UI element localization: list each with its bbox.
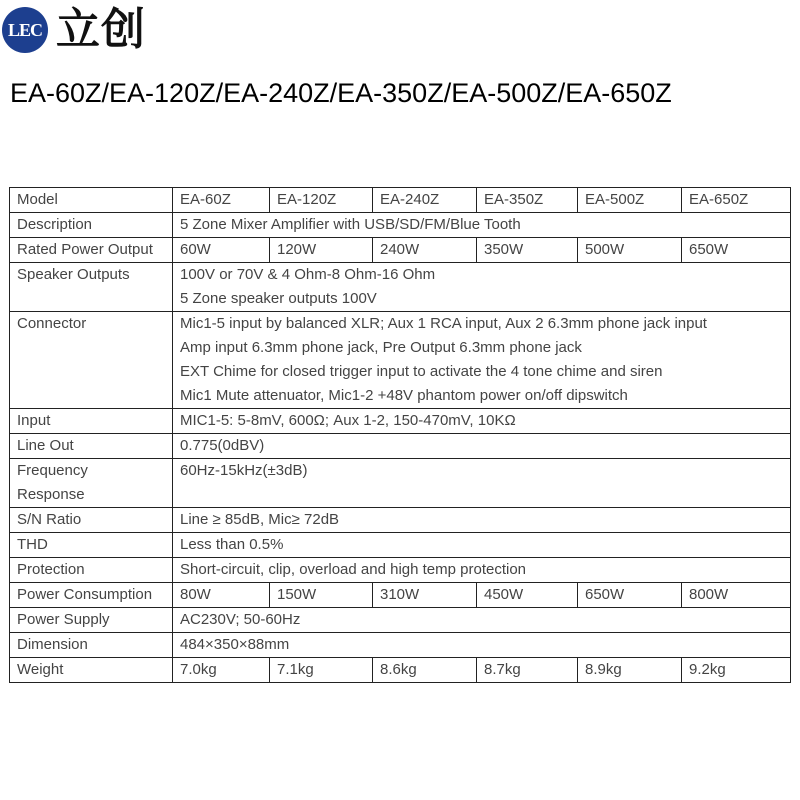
input-cell: MIC1-5: 5-8mV, 600Ω; Aux 1-2, 150-470mV, 10KΩ [173, 409, 791, 434]
value-cell: 9.2kg [682, 658, 791, 683]
value-cell: 8.7kg [477, 658, 578, 683]
text-line: Amp input 6.3mm phone jack, Pre Output 6.3mm phone jack [180, 339, 582, 356]
row-label: S/N Ratio [10, 508, 173, 533]
table-row-line-out [10, 434, 791, 459]
protection-cell: Short-circuit, clip, overload and high temp protection [173, 558, 791, 583]
value-cell: 650W [682, 238, 791, 263]
row-label: Protection [10, 558, 173, 583]
row-label: Line Out [10, 434, 173, 459]
model-cell: EA-60Z [173, 188, 270, 213]
row-label: Description [10, 213, 173, 238]
page-title: EA-60Z/EA-120Z/EA-240Z/EA-350Z/EA-500Z/EA-650Z [10, 78, 672, 108]
line-out-cell: 0.775(0dBV) [173, 434, 791, 459]
text-line: Mic1-5 input by balanced XLR; Aux 1 RCA input, Aux 2 6.3mm phone jack input [180, 315, 707, 332]
value-cell: 8.9kg [578, 658, 682, 683]
value-cell: 350W [477, 238, 578, 263]
brand-name: 立创 [56, 4, 146, 55]
row-label [10, 459, 173, 508]
table-row-description [10, 213, 791, 238]
table-row-dimension [10, 633, 791, 658]
model-cell: EA-240Z [373, 188, 477, 213]
value-cell: 650W [578, 583, 682, 608]
table-row-model [10, 188, 791, 213]
row-label: Connector [10, 312, 173, 409]
description-cell: 5 Zone Mixer Amplifier with USB/SD/FM/Blue Tooth [173, 213, 791, 238]
text-line: Frequency [17, 462, 88, 479]
value-cell: 500W [578, 238, 682, 263]
table-row-power-supply [10, 608, 791, 633]
value-cell: 7.1kg [270, 658, 373, 683]
row-label: Model [10, 188, 173, 213]
sn-cell: Line ≥ 85dB, Mic≥ 72dB [173, 508, 791, 533]
frequency-cell: 60Hz-15kHz(±3dB) [173, 459, 791, 508]
model-cell: EA-120Z [270, 188, 373, 213]
row-label: Power Consumption [10, 583, 173, 608]
row-label: Speaker Outputs [10, 263, 173, 312]
dimension-cell: 484×350×88mm [173, 633, 791, 658]
text-line: 100V or 70V & 4 Ohm-8 Ohm-16 Ohm [180, 266, 436, 283]
value-cell: 310W [373, 583, 477, 608]
table-row-input [10, 409, 791, 434]
power-supply-cell: AC230V; 50-60Hz [173, 608, 791, 633]
value-cell: 120W [270, 238, 373, 263]
table-row-speaker-outputs [10, 263, 791, 312]
table-row-rated-power [10, 238, 791, 263]
value-cell: 80W [173, 583, 270, 608]
value-cell: 8.6kg [373, 658, 477, 683]
row-label: Weight [10, 658, 173, 683]
speaker-outputs-cell [173, 263, 791, 312]
value-cell: 240W [373, 238, 477, 263]
row-label: Dimension [10, 633, 173, 658]
model-cell: EA-500Z [578, 188, 682, 213]
text-line: 5 Zone speaker outputs 100V [180, 290, 377, 307]
value-cell: 800W [682, 583, 791, 608]
table-row-connector [10, 312, 791, 409]
table-row-frequency [10, 459, 791, 508]
spec-table [9, 187, 791, 683]
row-label: Power Supply [10, 608, 173, 633]
row-label: Rated Power Output [10, 238, 173, 263]
value-cell: 7.0kg [173, 658, 270, 683]
text-line: EXT Chime for closed trigger input to activate the 4 tone chime and siren [180, 363, 663, 380]
table-row-power-consumption [10, 583, 791, 608]
value-cell: 150W [270, 583, 373, 608]
row-label: Input [10, 409, 173, 434]
text-line: Response [17, 486, 85, 503]
row-label: THD [10, 533, 173, 558]
text-line: Mic1 Mute attenuator, Mic1-2 +48V phantom power on/off dipswitch [180, 387, 628, 404]
value-cell: 60W [173, 238, 270, 263]
brand-logo [2, 4, 146, 56]
value-cell: 450W [477, 583, 578, 608]
lec-badge-icon: LEC [2, 7, 48, 53]
table-row-protection [10, 558, 791, 583]
model-cell: EA-650Z [682, 188, 791, 213]
thd-cell: Less than 0.5% [173, 533, 791, 558]
table-row-thd [10, 533, 791, 558]
connector-cell [173, 312, 791, 409]
table-row-sn [10, 508, 791, 533]
model-cell: EA-350Z [477, 188, 578, 213]
table-row-weight [10, 658, 791, 683]
